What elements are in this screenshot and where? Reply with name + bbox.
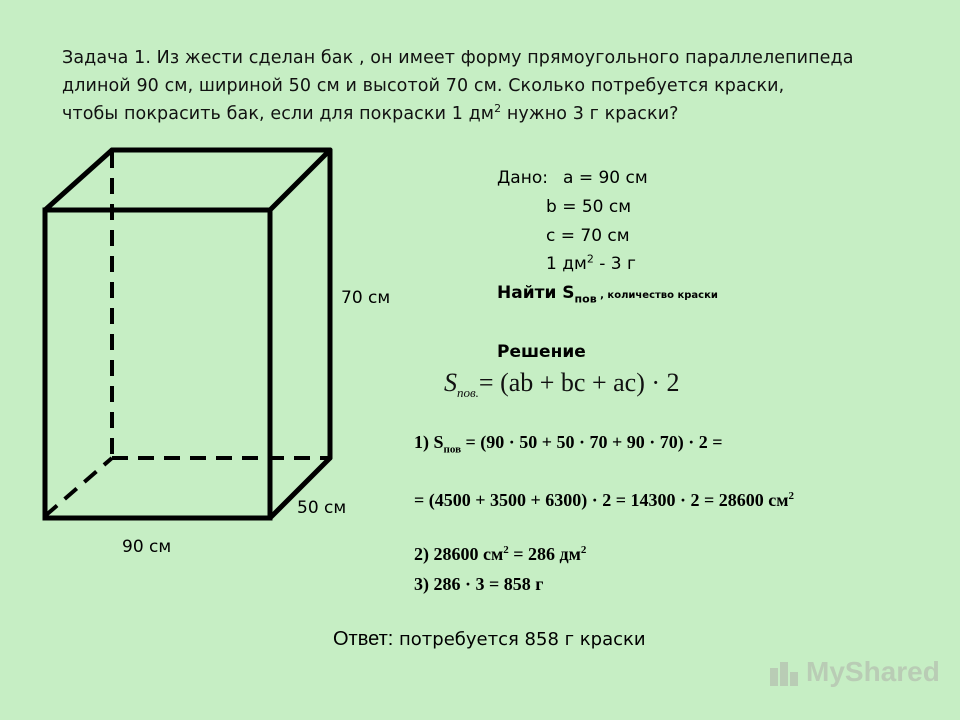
problem-line-1: Задача 1. Из жести сделан бак , он имеет форму прямоугольного параллелепипеда — [62, 48, 854, 68]
answer-text: потребуется 858 г краски — [393, 629, 646, 650]
width-label: 50 см — [297, 498, 347, 518]
top-right-connector — [270, 150, 330, 210]
surface-formula: $S_{пов.}= (ab$ + bc + ac) · 2 — [444, 368, 680, 401]
solution-label: Решение — [497, 342, 586, 362]
problem-label: Задача 1. — [62, 48, 151, 68]
front-face — [45, 210, 270, 518]
given-paint-rate: 1 $дм^2 - 3$ г — [546, 252, 636, 274]
answer-line — [333, 628, 646, 651]
step-1: 1) $S_{пов} = (90 \cdot 50 + 50 \cdot 70 + 90 \cdot 70) \cdot 2$ = — [414, 432, 723, 456]
problem-line-3: чтобы покрасить бак, если для покраски 1 $дм^2$ нужно 3 г краски? — [62, 102, 679, 124]
length-label: 90 см — [122, 537, 172, 557]
height-label: 70 см — [341, 288, 391, 308]
step-2: 2) 28600 $см^2 = 286$ $дм^2$ — [414, 544, 587, 564]
given-a: а = 90 см — [563, 168, 648, 188]
hidden-diagonal-edge — [45, 458, 112, 516]
step-1-continued: = (4500 + 3500 + 6300) · 2 = 14300 · 2 = 28600 $см^2$ — [414, 490, 795, 510]
find-line: Найти $S_{пов}$ , количество краски — [497, 283, 718, 306]
answer-label: Ответ: — [333, 628, 394, 650]
problem-line-2: длиной 90 см, шириной 50 см и высотой 70 см. Сколько потребуется краски, — [62, 76, 785, 96]
step-3: 3) 286 · 3 = 858 г — [414, 574, 544, 594]
watermark-text: MyShared — [806, 656, 940, 687]
top-left-connector — [45, 150, 112, 210]
given-c: с = 70 см — [546, 226, 630, 246]
given-b: b = 50 см — [546, 197, 632, 217]
given-label: Дано: — [497, 168, 548, 188]
watermark-logo-icon — [768, 658, 802, 688]
